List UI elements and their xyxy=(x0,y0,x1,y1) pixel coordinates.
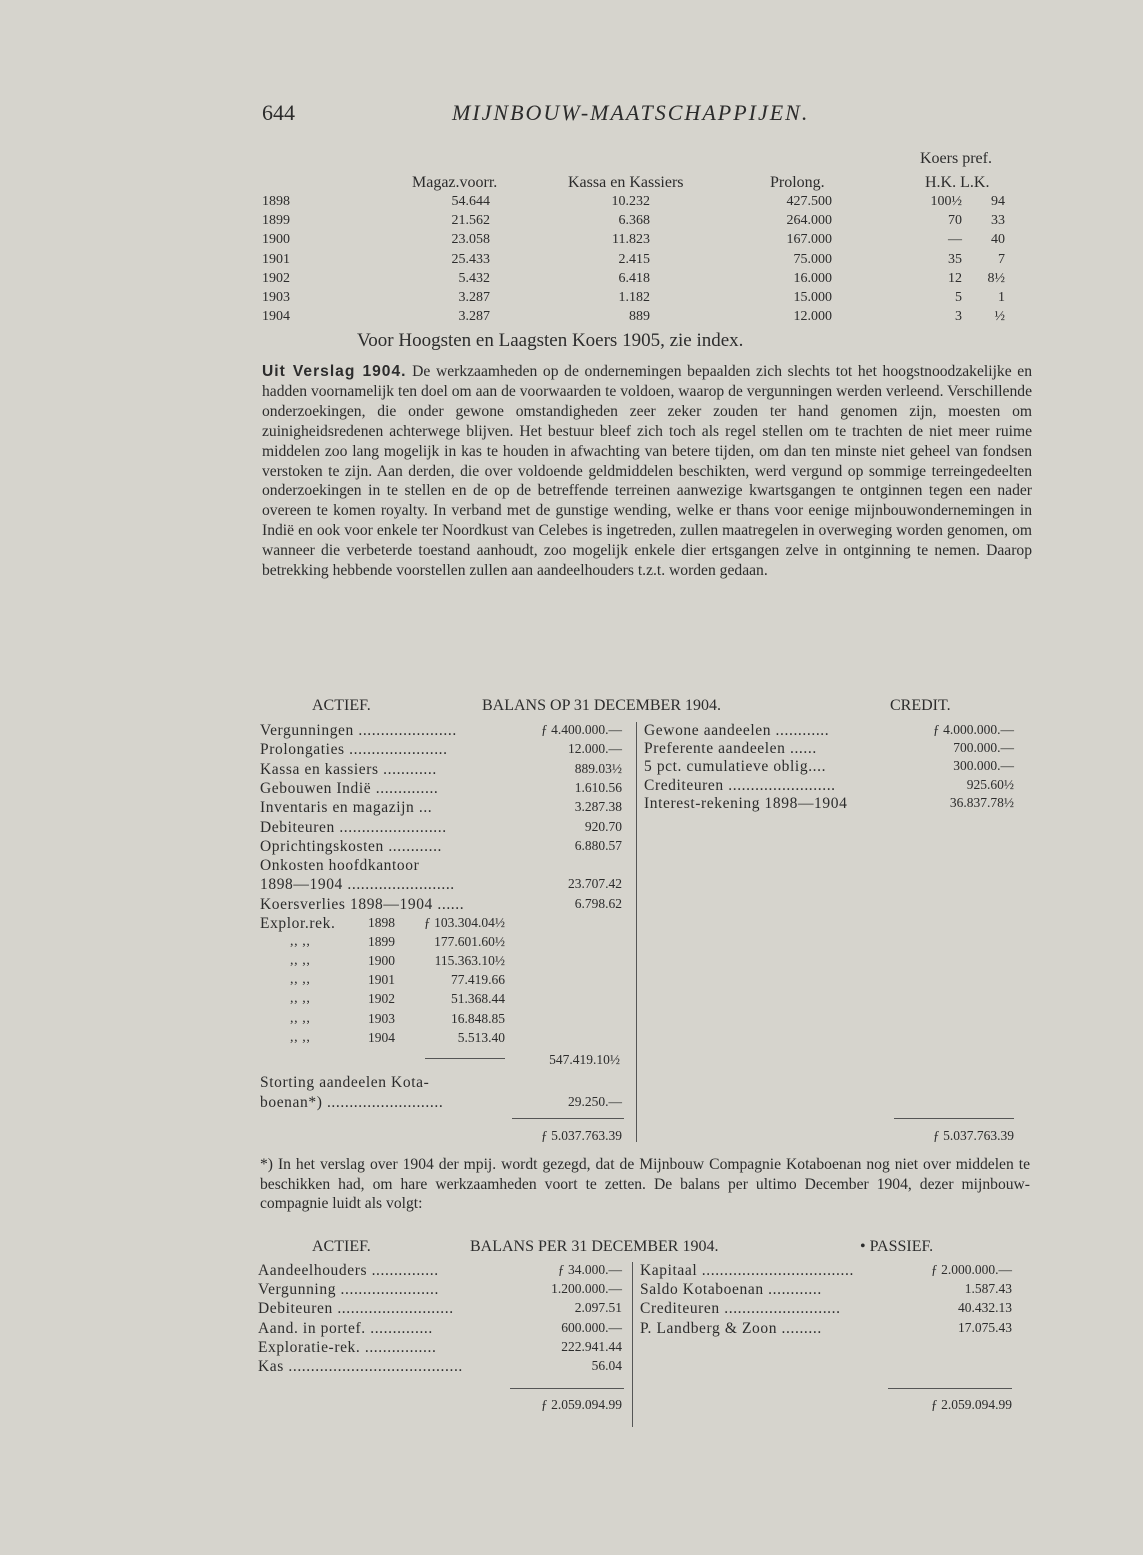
balance1-left-label: Debiteuren ........................ xyxy=(260,819,447,836)
row-year: 1898 xyxy=(262,194,290,209)
balance2-actief: ACTIEF. xyxy=(312,1238,371,1255)
row-prolong: 15.000 xyxy=(793,290,832,305)
balance1-right-label: Gewone aandeelen ............ xyxy=(644,722,830,739)
row-hk: 70 xyxy=(948,213,962,228)
balance1-left-label: 1898—1904 ........................ xyxy=(260,876,455,893)
explor-prefix: ,, ,, xyxy=(290,934,311,949)
balance2-left-amount: 2.097.51 xyxy=(574,1300,622,1315)
row-kassa: 2.415 xyxy=(618,252,650,267)
row-hk: — xyxy=(948,232,962,247)
balance1-title: BALANS OP 31 DECEMBER 1904. xyxy=(482,697,721,714)
balance2-right-total: ƒ 2.059.094.99 xyxy=(931,1397,1012,1412)
balance2-divider xyxy=(632,1262,633,1427)
balance1-left-label: Inventaris en magazijn ... xyxy=(260,799,433,816)
explor-value: 177.601.60½ xyxy=(434,934,505,949)
report-paragraph xyxy=(262,362,1032,581)
report-lead: Uit Verslag 1904. xyxy=(262,363,407,380)
explor-value: 16.848.85 xyxy=(451,1011,505,1026)
row-prolong: 427.500 xyxy=(786,194,832,209)
balance1-left-label: Prolongaties ...................... xyxy=(260,741,448,758)
kassa-header: Kassa en Kassiers xyxy=(568,174,684,191)
balance1-right-amount: 700.000.— xyxy=(953,740,1014,755)
balance1-left-amount: 3.287.38 xyxy=(574,799,622,814)
row-hk: 12 xyxy=(948,271,962,286)
balance1-right-total: ƒ 5.037.763.39 xyxy=(933,1128,1014,1143)
balance2-right-label: Kapitaal .................................. xyxy=(640,1262,854,1279)
b2-left-total-rule xyxy=(510,1388,624,1389)
explor-prefix: ,, ,, xyxy=(290,972,311,987)
balance2-left-amount: 600.000.— xyxy=(561,1320,622,1335)
row-hk: 35 xyxy=(948,252,962,267)
balance1-right-label: Interest-rekening 1898—1904 xyxy=(644,795,848,812)
prolong-header: Prolong. xyxy=(770,174,825,191)
explor-prefix: ,, ,, xyxy=(290,1030,311,1045)
row-hk: 100½ xyxy=(930,194,962,209)
explor-value: 115.363.10½ xyxy=(434,953,505,968)
balance1-left-amount: 1.610.56 xyxy=(574,780,622,795)
balance2-right-label: P. Landberg & Zoon ......... xyxy=(640,1320,822,1337)
hk-lk-header: H.K. L.K. xyxy=(925,174,990,191)
explor-year: 1902 xyxy=(368,991,395,1006)
balance1-right-amount: 925.60½ xyxy=(966,777,1014,792)
balance1-left-label: Onkosten hoofdkantoor xyxy=(260,857,420,874)
balance1-left-amount: ƒ 4.400.000.— xyxy=(541,722,622,737)
explor-year: 1904 xyxy=(368,1030,395,1045)
footnote-paragraph: *) In het verslag over 1904 der mpij. wordt gezegd, dat de Mijnbouw Compagnie Kotaboenan nog niet over middelen te beschikken had, om hare werkzaamheden voort te zetten. De balans per ultimo December 1904, dezer mijnbouw-compagnie luidt als volgt: xyxy=(260,1156,1030,1212)
balance1-left-amount: 6.880.57 xyxy=(574,838,622,853)
row-kassa: 6.418 xyxy=(618,271,650,286)
balance2-left-amount: 222.941.44 xyxy=(561,1339,622,1354)
magaz-header: Magaz.voorr. xyxy=(412,174,498,191)
row-lk: 40 xyxy=(991,232,1005,247)
row-kassa: 1.182 xyxy=(618,290,650,305)
balance1-right-amount: 36.837.78½ xyxy=(949,795,1014,810)
storting-label-2: boenan*) .......................... xyxy=(260,1094,444,1111)
row-magaz: 3.287 xyxy=(458,290,490,305)
row-kassa: 889 xyxy=(629,309,650,324)
row-prolong: 167.000 xyxy=(786,232,832,247)
right-total-rule xyxy=(894,1118,1014,1119)
row-year: 1902 xyxy=(262,271,290,286)
page-number: 644 xyxy=(262,100,295,125)
balance1-left-amount: 889.03½ xyxy=(574,761,622,776)
balance1-left-total: ƒ 5.037.763.39 xyxy=(541,1128,622,1143)
row-year: 1899 xyxy=(262,213,290,228)
balance2-left-total: ƒ 2.059.094.99 xyxy=(541,1397,622,1412)
row-prolong: 264.000 xyxy=(786,213,832,228)
balance1-left-amount: 23.707.42 xyxy=(568,876,622,891)
balance2-left-amount: ƒ 34.000.— xyxy=(557,1262,622,1277)
balance2-passief: • PASSIEF. xyxy=(860,1238,934,1255)
balance1-right-label: 5 pct. cumulatieve oblig.... xyxy=(644,758,827,775)
balance1-left-label: Kassa en kassiers ............ xyxy=(260,761,437,778)
balance2-left-label: Aand. in portef. .............. xyxy=(258,1320,433,1337)
balance2-right-amount: 1.587.43 xyxy=(964,1281,1012,1296)
row-year: 1904 xyxy=(262,309,290,324)
row-year: 1900 xyxy=(262,232,290,247)
row-magaz: 21.562 xyxy=(451,213,490,228)
balance1-right-amount: 300.000.— xyxy=(953,758,1014,773)
explor-value: ƒ 103.304.04½ xyxy=(424,915,505,930)
balance1-divider xyxy=(636,722,637,1142)
balance1-right-label: Preferente aandeelen ...... xyxy=(644,740,817,757)
row-year: 1901 xyxy=(262,252,290,267)
row-prolong: 75.000 xyxy=(793,252,832,267)
balance2-left-label: Vergunning ...................... xyxy=(258,1281,439,1298)
balance1-left-amount: 920.70 xyxy=(584,819,622,834)
report-text: De werkzaamheden op de ondernemingen bepaalden zich slechts tot het hoogstnoodzakelijke en hadden voornamelijk ten doel om aan de voorwaarden te voldoen, waarop de vergunningen werden verleend. Verschillende onderzoekingen, die onder gewone omstandigheden zeer zeker zouden ter hand genomen zijn, moesten om zuinigheidsredenen achterwege blijven. Het bestuur bleef zich toch als regel stellen om te trachten de niet meer ruime middelen zoo lang mogelijk in kas te houden in afwachting van betere tijden, om dan ten minste niet geheel van fondsen verstoken te zijn. Aan derden, die over voldoende geldmiddelen beschikten, werd vergund op sommige terreingedeelten onderzoekingen in te stellen en de op de betreffende terreinen aanwezige kwartsgangen te ontginnen tegen een nader overeen te komen royalty. In verband met de gunstige wending, welke er thans voor eenige mijnbouwondernemingen in Indië en ook voor enkele ter Noordkust van Celebes is ingetreden, zullen maatregelen in overweging worden genomen, om wanneer die verbeterde toestand aanhoudt, zoo mogelijk enkele dier ertsgangen zelve in ontginning te nemen. Daarop betrekking hebbende voorstellen zullen aan aandeelhouders t.z.t. worden gedaan. xyxy=(262,363,1032,580)
row-hk: 5 xyxy=(955,290,962,305)
koers-pref-header: Koers pref. xyxy=(920,150,992,167)
page-title: MIJNBOUW-MAATSCHAPPIJEN. xyxy=(452,100,810,125)
row-lk: 1 xyxy=(998,290,1005,305)
balance2-right-label: Saldo Kotaboenan ............ xyxy=(640,1281,822,1298)
balance2-right-amount: 40.432.13 xyxy=(958,1300,1012,1315)
balance2-left-amount: 1.200.000.— xyxy=(551,1281,622,1296)
left-total-rule xyxy=(512,1118,624,1119)
row-kassa: 11.823 xyxy=(612,232,650,247)
balance2-right-label: Crediteuren .......................... xyxy=(640,1300,841,1317)
explor-total-rule xyxy=(425,1058,505,1059)
row-kassa: 6.368 xyxy=(618,213,650,228)
row-lk: 94 xyxy=(991,194,1005,209)
explor-year: 1899 xyxy=(368,934,395,949)
balance2-left-label: Debiteuren .......................... xyxy=(258,1300,454,1317)
explor-value: 51.368.44 xyxy=(451,991,505,1006)
row-magaz: 54.644 xyxy=(451,194,490,209)
balance2-left-label: Exploratie-rek. ................ xyxy=(258,1339,437,1356)
balance1-left-label: Koersverlies 1898—1904 ...... xyxy=(260,896,465,913)
row-hk: 3 xyxy=(955,309,962,324)
explor-value: 77.419.66 xyxy=(451,972,505,987)
explor-prefix: ,, ,, xyxy=(290,953,311,968)
explor-year: 1898 xyxy=(368,915,395,930)
balance1-left-amount: 6.798.62 xyxy=(574,896,622,911)
balance1-left-label: Vergunningen ...................... xyxy=(260,722,457,739)
row-magaz: 5.432 xyxy=(458,271,490,286)
row-kassa: 10.232 xyxy=(611,194,650,209)
storting-amount: 29.250.— xyxy=(568,1094,622,1109)
explor-year: 1900 xyxy=(368,953,395,968)
balance2-right-amount: ƒ 2.000.000.— xyxy=(931,1262,1012,1277)
row-prolong: 16.000 xyxy=(793,271,832,286)
row-magaz: 3.287 xyxy=(458,309,490,324)
balance1-right-amount: ƒ 4.000.000.— xyxy=(933,722,1014,737)
explor-value: 5.513.40 xyxy=(457,1030,505,1045)
balance1-left-label: Gebouwen Indië .............. xyxy=(260,780,439,797)
row-lk: 7 xyxy=(998,252,1005,267)
explor-total: 547.419.10½ xyxy=(549,1052,620,1067)
row-magaz: 23.058 xyxy=(451,232,490,247)
balance2-right-amount: 17.075.43 xyxy=(958,1320,1012,1335)
b2-right-total-rule xyxy=(888,1388,1012,1389)
balance1-left-amount: 12.000.— xyxy=(568,741,622,756)
explor-year: 1903 xyxy=(368,1011,395,1026)
storting-label-1: Storting aandeelen Kota- xyxy=(260,1074,430,1091)
balance1-credit: CREDIT. xyxy=(890,697,951,714)
balance2-left-label: Aandeelhouders ............... xyxy=(258,1262,439,1279)
explor-prefix: ,, ,, xyxy=(290,991,311,1006)
balance2-left-amount: 56.04 xyxy=(591,1358,622,1373)
balance2-title: BALANS PER 31 DECEMBER 1904. xyxy=(470,1238,719,1255)
balance1-right-label: Crediteuren ........................ xyxy=(644,777,836,794)
balance1-left-label: Oprichtingskosten ............ xyxy=(260,838,443,855)
explor-prefix: ,, ,, xyxy=(290,1011,311,1026)
row-lk: 33 xyxy=(991,213,1005,228)
row-prolong: 12.000 xyxy=(793,309,832,324)
row-magaz: 25.433 xyxy=(451,252,490,267)
row-year: 1903 xyxy=(262,290,290,305)
explor-label: Explor.rek. xyxy=(260,915,336,932)
balance2-left-label: Kas ....................................... xyxy=(258,1358,463,1375)
row-lk: ½ xyxy=(994,309,1005,324)
koers-footnote: Voor Hoogsten en Laagsten Koers 1905, zie index. xyxy=(357,330,744,351)
row-lk: 8½ xyxy=(987,271,1005,286)
balance1-actief: ACTIEF. xyxy=(312,697,371,714)
explor-year: 1901 xyxy=(368,972,395,987)
